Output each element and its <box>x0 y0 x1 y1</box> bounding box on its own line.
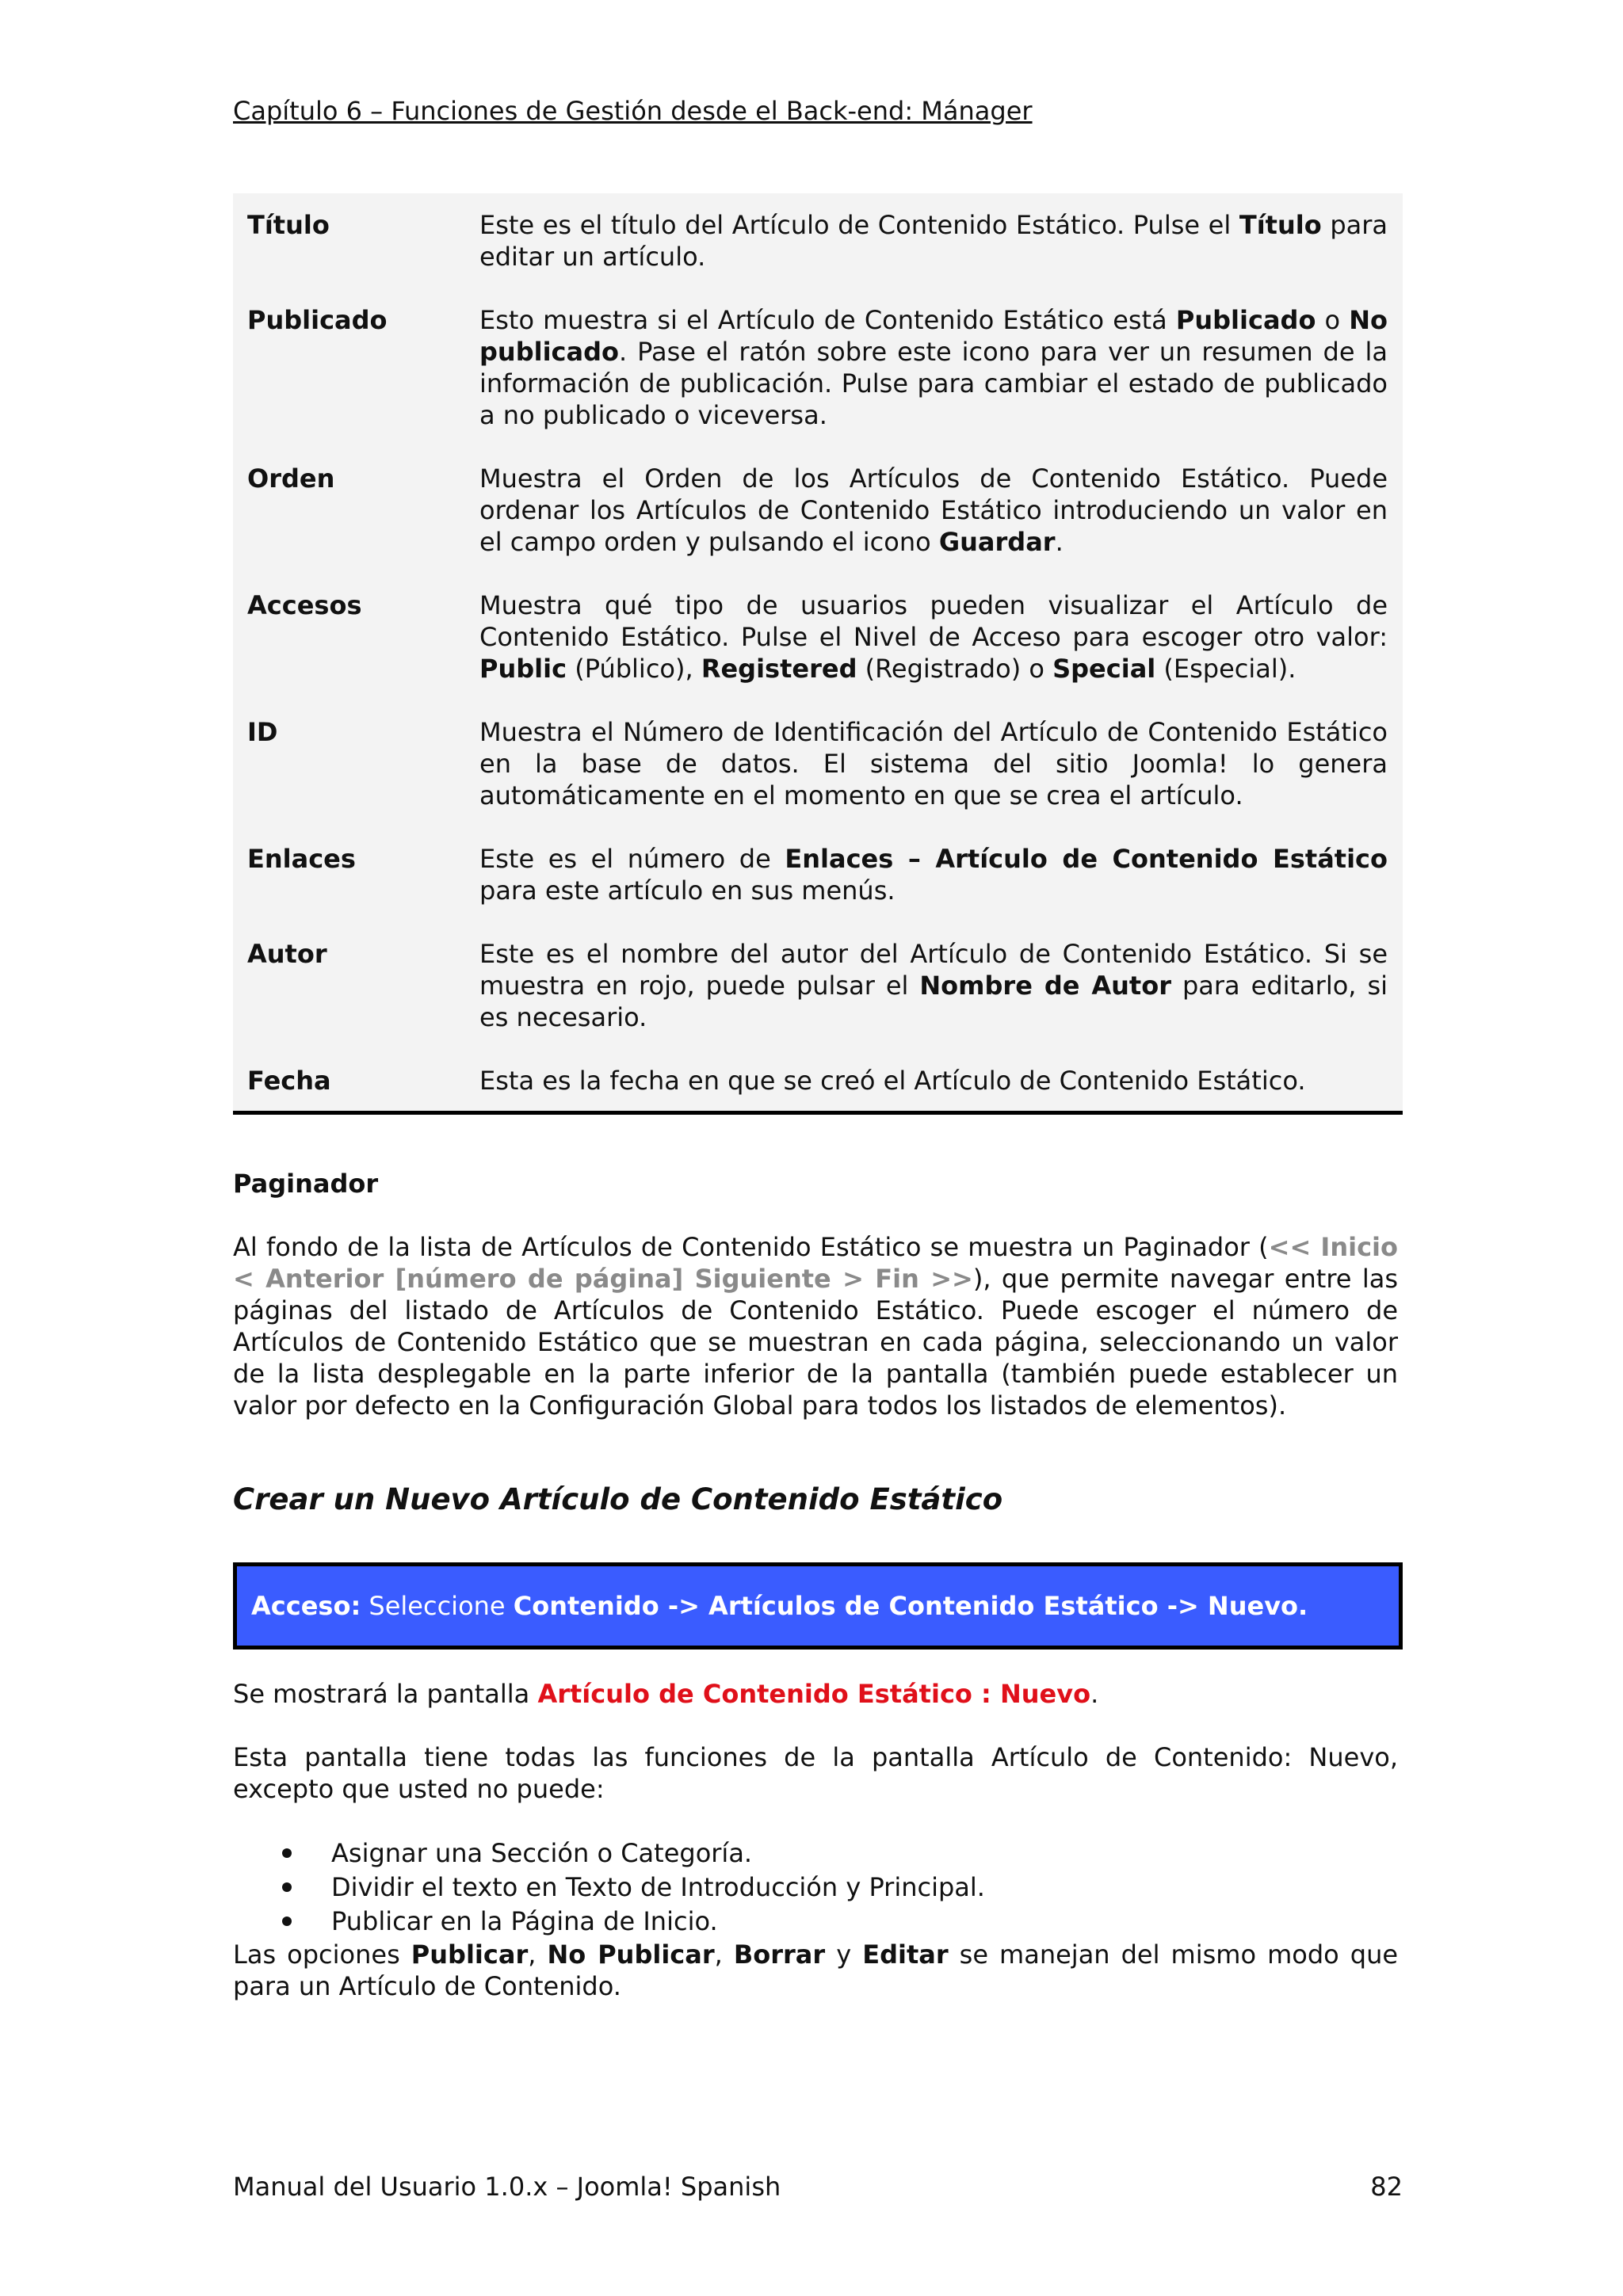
table-row <box>233 209 1403 273</box>
table-row <box>233 938 1403 1033</box>
field-term: Título <box>247 210 330 240</box>
bold-text: No publicado <box>479 305 1388 367</box>
bold-text: Borrar <box>733 1939 826 1970</box>
paginador-paragraph <box>233 1231 1398 1421</box>
text-run: . <box>1055 527 1064 557</box>
field-term: Accesos <box>247 590 362 620</box>
footer-manual: Manual del Usuario 1.0.x – Joomla! Spanish <box>233 2172 781 2202</box>
text-run: Muestra el Número de Identificación del Artículo de Contenido Estático en la base de datos. El sistema del sitio Joomla! lo genera automáticamente en el momento en que se crea el artículo. <box>479 717 1388 810</box>
field-description <box>479 463 1388 558</box>
text-run: Las opciones <box>233 1939 411 1970</box>
chapter-header: Capítulo 6 – Funciones de Gestión desde el Back-end: Mánager <box>233 96 1033 126</box>
table-row <box>233 1065 1403 1097</box>
definitions-table <box>233 193 1403 1115</box>
text-run: Muestra qué tipo de usuarios pueden visualizar el Artículo de Contenido Estático. Pulse el Nivel de Acceso para escoger otro valor: <box>479 590 1388 652</box>
section-heading: Crear un Nuevo Artículo de Contenido Estático <box>233 1482 1003 1516</box>
list-item-text: Dividir el texto en Texto de Introducción y Principal. <box>331 1872 985 1902</box>
bold-text: Guardar <box>938 527 1056 557</box>
list-item <box>233 1836 1398 1871</box>
field-description <box>479 1065 1388 1097</box>
field-term: ID <box>247 717 278 747</box>
paginador-text-1: Al fondo de la lista de Artículos de Contenido Estático se muestra un Paginador ( <box>233 1232 1269 1262</box>
options-paragraph <box>233 1939 1398 2002</box>
bold-text: Public <box>479 654 567 684</box>
field-description <box>479 304 1388 431</box>
text-run: (Registrado) o <box>857 654 1053 684</box>
screen-post: . <box>1090 1679 1099 1709</box>
field-term: Enlaces <box>247 844 356 874</box>
text-run: (Especial). <box>1155 654 1296 684</box>
table-row <box>233 304 1403 431</box>
text-run: y <box>825 1939 863 1970</box>
text-run: (Público), <box>567 654 701 684</box>
bold-text: Registered <box>701 654 857 684</box>
bullet-icon <box>282 1917 292 1926</box>
table-row <box>233 716 1403 811</box>
access-pre: Seleccione <box>361 1591 514 1621</box>
bold-text: Editar <box>862 1939 949 1970</box>
text-run: Este es el título del Artículo de Contenido Estático. Pulse el <box>479 210 1239 240</box>
text-run: para editar un artículo. <box>479 210 1388 272</box>
table-row <box>233 463 1403 558</box>
pager-controls-text: << Inicio < Anterior [número de página] Siguiente > Fin >> <box>233 1232 1399 1294</box>
list-item-text: Asignar una Sección o Categoría. <box>331 1838 753 1868</box>
list-item <box>233 1871 1398 1905</box>
text-run: Muestra el Orden de los Artículos de Contenido Estático. Puede ordenar los Artículos de Contenido Estático introduciendo un valor en el campo orden y pulsando el icono <box>479 463 1388 557</box>
table-row <box>233 589 1403 685</box>
text-run: para editarlo, si es necesario. <box>479 971 1388 1032</box>
field-term: Fecha <box>247 1066 331 1096</box>
page-number: 82 <box>1370 2172 1403 2202</box>
text-run: Esta es la fecha en que se creó el Artículo de Contenido Estático. <box>479 1066 1306 1096</box>
list-item-text: Publicar en la Página de Inicio. <box>331 1906 718 1936</box>
text-run: Este es el nombre del autor del Artículo de Contenido Estático. Si se muestra en rojo, puede pulsar el <box>479 939 1388 1001</box>
field-term: Autor <box>247 939 327 969</box>
screen-paragraph <box>233 1678 1398 1710</box>
bold-text: Publicado <box>1175 305 1316 335</box>
exceptions-list <box>233 1836 1398 1939</box>
bold-text: Nombre de Autor <box>919 971 1171 1001</box>
functions-paragraph: Esta pantalla tiene todas las funciones de la pantalla Artículo de Contenido: Nuevo, excepto que usted no puede: <box>233 1742 1398 1804</box>
paginador-title: Paginador <box>233 1169 379 1199</box>
access-path: Contenido -> Artículos de Contenido Estático -> Nuevo. <box>513 1591 1308 1621</box>
bold-text: No Publicar <box>547 1939 715 1970</box>
bold-text: Título <box>1239 210 1322 240</box>
text-run: se manejan del mismo modo que para un Artículo de Contenido. <box>233 1939 1399 2001</box>
bullet-icon <box>282 1882 292 1892</box>
text-run: , <box>714 1939 734 1970</box>
bullet-icon <box>282 1848 292 1858</box>
text-run: Este es el número de <box>479 844 785 874</box>
field-description <box>479 209 1388 273</box>
field-description <box>479 843 1388 906</box>
screen-pre: Se mostrará la pantalla <box>233 1679 538 1709</box>
paginador-text-2: ), que permite navegar entre las páginas del listado de Artículos de Contenido Estático. Puede escoger el número de Artículos de Contenido Estático que se muestran en cada página, seleccionando un valor de la lista desplegable en la parte inferior de la pantalla (también puede establecer un valor por defecto en la Configuración Global para todos los listados de elementos). <box>233 1264 1399 1421</box>
field-term: Publicado <box>247 305 388 335</box>
paginador-section <box>233 1168 1398 1421</box>
table-row <box>233 843 1403 906</box>
bold-text: Special <box>1052 654 1156 684</box>
access-label: Acceso: <box>251 1591 361 1621</box>
new-section-body <box>233 1678 1398 2002</box>
text-run: para este artículo en sus menús. <box>479 875 896 906</box>
text-run: , <box>528 1939 548 1970</box>
bold-text: Publicar <box>411 1939 529 1970</box>
text-run: . Pase el ratón sobre este icono para ver un resumen de la información de publicación. Pulse para cambiar el estado de publicado a no publicado o viceversa. <box>479 337 1388 430</box>
text-run: Esto muestra si el Artículo de Contenido Estático está <box>479 305 1176 335</box>
field-description <box>479 938 1388 1033</box>
access-box <box>233 1562 1403 1650</box>
field-description <box>479 589 1388 685</box>
bold-text: Enlaces – Artículo de Contenido Estático <box>785 844 1388 874</box>
screen-name: Artículo de Contenido Estático : Nuevo <box>537 1679 1091 1709</box>
field-term: Orden <box>247 463 335 494</box>
text-run: o <box>1316 305 1350 335</box>
field-description <box>479 716 1388 811</box>
list-item <box>233 1905 1398 1939</box>
